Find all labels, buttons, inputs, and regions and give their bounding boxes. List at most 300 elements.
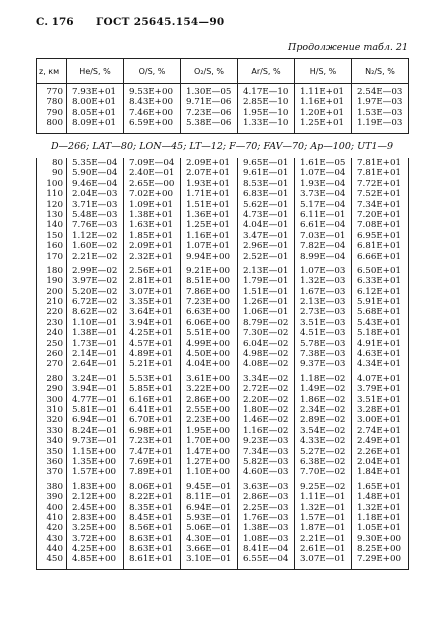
table-row-block xyxy=(37,158,409,266)
ratio-value: 2.72E—02 xyxy=(243,384,289,395)
table-row-block xyxy=(37,87,409,133)
ratio-value: 5.51E+00 xyxy=(186,328,231,339)
altitude-value: 130 xyxy=(46,209,63,220)
composition-table xyxy=(36,58,409,134)
altitude-value: 350 xyxy=(46,446,63,457)
altitude-value: 240 xyxy=(46,328,63,339)
ratio-value: 1.63E+01 xyxy=(129,220,174,231)
column-header: z, км xyxy=(37,59,67,84)
altitude-value: 380 xyxy=(46,481,63,492)
ratio-value: 8.51E+00 xyxy=(186,276,231,287)
ratio-value: 3.73E—04 xyxy=(300,189,346,200)
ratio-value: 2.64E—01 xyxy=(72,359,118,370)
ratio-value: 7.76E—03 xyxy=(72,220,118,231)
ratio-value: 1.38E—01 xyxy=(72,328,118,339)
altitude-column-cell xyxy=(37,266,67,374)
ratio-value: 3.71E—03 xyxy=(72,199,118,210)
ratio-value: 2.14E—01 xyxy=(72,349,118,360)
ratio-value: 2.54E—03 xyxy=(357,87,403,97)
ratio-value: 2.23E+00 xyxy=(186,415,231,426)
ratio-value: 2.40E—01 xyxy=(129,168,175,179)
ratio-value: 1.07E—03 xyxy=(300,265,346,276)
ratio-value: 3.00E+01 xyxy=(357,415,402,426)
table-row-block xyxy=(37,482,409,570)
ratio-value: 2.81E+01 xyxy=(129,276,174,287)
altitude-value: 90 xyxy=(51,168,63,179)
ratio-value: 8.53E—01 xyxy=(243,178,289,189)
ratio-value: 9.94E+00 xyxy=(186,251,231,262)
ratio-value: 1.09E+01 xyxy=(129,199,174,210)
ratio-value: 7.23E+00 xyxy=(186,297,231,308)
ratio-value: 3.51E—03 xyxy=(300,317,346,328)
table-header-row xyxy=(37,59,409,84)
ratio-value: 6.66E+01 xyxy=(357,251,402,262)
ratio-value: 3.25E+00 xyxy=(72,523,117,534)
altitude-value: 210 xyxy=(46,297,63,308)
ratio-value: 4.98E—02 xyxy=(243,349,289,360)
altitude-value: 430 xyxy=(46,533,63,544)
altitude-value: 260 xyxy=(46,349,63,360)
ratio-value: 2.25E—03 xyxy=(243,502,289,513)
ratio-value: 2.20E—02 xyxy=(243,394,289,405)
ratio-value: 5.48E—03 xyxy=(72,209,118,220)
altitude-value: 320 xyxy=(46,415,63,426)
ratio-value: 1.19E—03 xyxy=(357,118,403,129)
ratio-value: 2.21E—02 xyxy=(72,251,118,262)
ratio-value: 2.61E—01 xyxy=(300,544,346,555)
ratio-column-cell xyxy=(124,266,181,374)
ratio-value: 8.05E+01 xyxy=(72,107,117,118)
ratio-value: 4.30E—01 xyxy=(186,533,232,544)
ratio-value: 1.47E+00 xyxy=(186,446,231,457)
ratio-column-cell xyxy=(352,482,409,570)
ratio-value: 1.18E—02 xyxy=(300,373,346,384)
ratio-value: 4.77E—01 xyxy=(72,394,118,405)
ratio-column-cell xyxy=(238,87,295,133)
table-body-upper xyxy=(37,84,409,134)
ratio-value: 1.16E+01 xyxy=(186,230,231,241)
ratio-value: 1.95E—10 xyxy=(243,107,289,118)
ratio-value: 1.38E+01 xyxy=(129,209,174,220)
altitude-value: 230 xyxy=(46,317,63,328)
ratio-value: 4.73E—01 xyxy=(243,209,289,220)
ratio-column-cell xyxy=(67,482,124,570)
ratio-value: 5.18E+01 xyxy=(357,328,402,339)
ratio-value: 4.89E+01 xyxy=(129,349,174,360)
ratio-value: 7.81E+01 xyxy=(357,168,402,179)
ratio-value: 1.48E+01 xyxy=(357,492,402,503)
ratio-value: 8.22E+01 xyxy=(129,492,174,503)
altitude-column-cell xyxy=(37,482,67,570)
page-header xyxy=(36,16,408,30)
ratio-column-cell xyxy=(295,482,352,570)
altitude-value: 790 xyxy=(46,107,63,118)
ratio-value: 2.89E—02 xyxy=(300,415,346,426)
ratio-value: 1.16E+01 xyxy=(300,97,345,108)
ratio-value: 1.51E+01 xyxy=(186,199,231,210)
altitude-value: 120 xyxy=(46,199,63,210)
ratio-column-cell xyxy=(67,374,124,482)
ratio-value: 2.04E—03 xyxy=(72,189,118,200)
ratio-value: 9.37E—03 xyxy=(300,359,346,370)
ratio-value: 3.79E+01 xyxy=(357,384,402,395)
altitude-value: 420 xyxy=(46,523,63,534)
ratio-value: 1.15E+00 xyxy=(72,446,117,457)
ratio-value: 3.66E—01 xyxy=(186,544,232,555)
ratio-value: 2.45E+00 xyxy=(72,502,117,513)
altitude-value: 290 xyxy=(46,384,63,395)
ratio-value: 3.47E—01 xyxy=(243,230,289,241)
ratio-value: 5.20E—02 xyxy=(72,286,118,297)
ratio-value: 4.04E+00 xyxy=(186,359,231,370)
ratio-value: 1.60E—02 xyxy=(72,241,118,252)
ratio-value: 7.93E+01 xyxy=(72,87,117,97)
ratio-value: 1.65E+01 xyxy=(357,481,402,492)
ratio-value: 4.85E+00 xyxy=(72,554,117,565)
ratio-value: 1.71E+01 xyxy=(186,189,231,200)
ratio-value: 6.11E—01 xyxy=(300,209,346,220)
ratio-value: 2.34E—02 xyxy=(300,404,346,415)
altitude-value: 150 xyxy=(46,230,63,241)
ratio-value: 6.72E—02 xyxy=(72,297,118,308)
ratio-value: 5.17E—04 xyxy=(300,199,346,210)
altitude-value: 280 xyxy=(46,373,63,384)
ratio-value: 1.20E+01 xyxy=(300,107,345,118)
ratio-value: 1.87E—01 xyxy=(300,523,346,534)
ratio-value: 4.17E—10 xyxy=(243,87,289,97)
ratio-value: 8.45E+01 xyxy=(129,512,174,523)
ratio-value: 1.73E—01 xyxy=(72,338,118,349)
ratio-value: 4.50E+00 xyxy=(186,349,231,360)
altitude-value: 270 xyxy=(46,359,63,370)
altitude-value: 160 xyxy=(46,241,63,252)
ratio-value: 6.70E+01 xyxy=(129,415,174,426)
ratio-value: 9.65E—01 xyxy=(243,158,289,168)
ratio-value: 2.21E—01 xyxy=(300,533,346,544)
ratio-value: 6.95E+01 xyxy=(357,230,402,241)
ratio-value: 6.38E—02 xyxy=(300,456,346,467)
ratio-value: 1.25E+01 xyxy=(186,220,231,231)
altitude-value: 330 xyxy=(46,425,63,436)
ratio-value: 1.70E+00 xyxy=(186,436,231,447)
ratio-column-cell xyxy=(238,374,295,482)
ratio-value: 9.25E—02 xyxy=(300,481,346,492)
ratio-value: 1.08E—03 xyxy=(243,533,289,544)
ratio-value: 2.49E+01 xyxy=(357,436,402,447)
ratio-value: 5.91E+01 xyxy=(357,297,402,308)
ratio-value: 9.71E—06 xyxy=(186,97,232,108)
ratio-value: 1.67E—03 xyxy=(300,286,346,297)
ratio-value: 5.90E—04 xyxy=(72,168,118,179)
ratio-value: 5.53E+01 xyxy=(129,373,174,384)
ratio-value: 2.83E+00 xyxy=(72,512,117,523)
ratio-value: 2.07E+01 xyxy=(186,168,231,179)
ratio-value: 7.38E—03 xyxy=(300,349,346,360)
ratio-column-cell xyxy=(124,482,181,570)
ratio-value: 7.08E+01 xyxy=(357,220,402,231)
ratio-value: 7.20E+01 xyxy=(357,209,402,220)
ratio-value: 7.72E+01 xyxy=(357,178,402,189)
ratio-value: 2.32E+01 xyxy=(129,251,174,262)
altitude-value: 250 xyxy=(46,338,63,349)
column-header: H/S, % xyxy=(295,59,352,84)
ratio-value: 1.32E—01 xyxy=(300,502,346,513)
ratio-value: 7.09E—04 xyxy=(129,158,175,168)
ratio-value: 8.99E—04 xyxy=(300,251,346,262)
altitude-value: 110 xyxy=(46,189,63,200)
ratio-value: 4.07E+01 xyxy=(357,373,402,384)
ratio-value: 7.34E—03 xyxy=(243,446,289,457)
ratio-value: 9.21E+00 xyxy=(186,265,231,276)
ratio-value: 9.73E—01 xyxy=(72,436,118,447)
ratio-value: 3.07E—01 xyxy=(300,554,346,565)
ratio-value: 2.85E—10 xyxy=(243,97,289,108)
ratio-value: 6.83E—01 xyxy=(243,189,289,200)
ratio-value: 4.25E+01 xyxy=(129,328,174,339)
ratio-value: 8.43E+00 xyxy=(129,97,174,108)
ratio-value: 4.33E—02 xyxy=(300,436,346,447)
ratio-value: 6.55E—04 xyxy=(243,554,289,565)
ratio-value: 5.06E—01 xyxy=(186,523,232,534)
ratio-column-cell xyxy=(181,158,238,266)
ratio-value: 9.30E+00 xyxy=(357,533,402,544)
ratio-column-cell xyxy=(352,266,409,374)
altitude-value: 170 xyxy=(46,251,63,262)
ratio-value: 6.61E—04 xyxy=(300,220,346,231)
ratio-value: 1.38E—03 xyxy=(243,523,289,534)
continuation-caption: Продолжение табл. 21 xyxy=(288,42,408,53)
ratio-value: 9.61E—01 xyxy=(243,168,289,179)
ratio-value: 1.95E+00 xyxy=(186,425,231,436)
ratio-value: 1.53E—03 xyxy=(357,107,403,118)
ratio-value: 5.85E+01 xyxy=(129,384,174,395)
ratio-value: 6.12E+01 xyxy=(357,286,402,297)
ratio-column-cell xyxy=(238,158,295,266)
ratio-value: 1.32E—03 xyxy=(300,276,346,287)
ratio-value: 3.72E+00 xyxy=(72,533,117,544)
ratio-value: 1.61E—05 xyxy=(300,158,346,168)
altitude-value: 340 xyxy=(46,436,63,447)
ratio-value: 1.93E—04 xyxy=(300,178,346,189)
column-header: N₂/S, % xyxy=(352,59,409,84)
ratio-value: 2.04E+01 xyxy=(357,456,402,467)
ratio-value: 3.64E+01 xyxy=(129,307,174,318)
ratio-value: 8.00E+01 xyxy=(72,97,117,108)
ratio-column-cell xyxy=(181,482,238,570)
altitude-column-cell xyxy=(37,374,67,482)
ratio-value: 1.11E+01 xyxy=(300,87,345,97)
ratio-value: 2.99E—02 xyxy=(72,265,118,276)
altitude-value: 800 xyxy=(46,118,63,129)
altitude-value: 370 xyxy=(46,467,63,478)
ratio-value: 1.51E—01 xyxy=(243,286,289,297)
ratio-value: 8.06E+01 xyxy=(129,481,174,492)
ratio-column-cell xyxy=(295,374,352,482)
altitude-column-cell xyxy=(37,87,67,133)
ratio-value: 5.27E—02 xyxy=(300,446,346,457)
ratio-value: 7.70E—02 xyxy=(300,467,346,478)
ratio-value: 8.09E+01 xyxy=(72,118,117,129)
ratio-value: 3.28E+01 xyxy=(357,404,402,415)
ratio-column-cell xyxy=(67,87,124,133)
ratio-value: 7.47E+01 xyxy=(129,446,174,457)
ratio-value: 4.63E+01 xyxy=(357,349,402,360)
ratio-value: 6.94E—01 xyxy=(186,502,232,513)
ratio-value: 8.11E—01 xyxy=(186,492,232,503)
ratio-value: 6.06E+00 xyxy=(186,317,231,328)
ratio-value: 5.38E—06 xyxy=(186,118,232,129)
altitude-value: 180 xyxy=(46,265,63,276)
ratio-value: 4.34E+01 xyxy=(357,359,402,370)
ratio-value: 8.56E+01 xyxy=(129,523,174,534)
ratio-value: 1.57E—01 xyxy=(300,512,346,523)
ratio-value: 2.73E—03 xyxy=(300,307,346,318)
ratio-value: 2.09E+01 xyxy=(186,158,231,168)
altitude-value: 770 xyxy=(46,87,63,97)
ratio-value: 2.26E+01 xyxy=(357,446,402,457)
ratio-column-cell xyxy=(67,266,124,374)
ratio-value: 7.23E+01 xyxy=(129,436,174,447)
ratio-value: 1.10E+00 xyxy=(186,467,231,478)
ratio-value: 4.51E—03 xyxy=(300,328,346,339)
ratio-value: 1.26E—01 xyxy=(243,297,289,308)
ratio-value: 6.94E—01 xyxy=(72,415,118,426)
ratio-column-cell xyxy=(238,482,295,570)
ratio-value: 1.12E—02 xyxy=(72,230,118,241)
ratio-value: 5.81E—01 xyxy=(72,404,118,415)
ratio-value: 1.11E—01 xyxy=(300,492,346,503)
ratio-value: 3.97E—02 xyxy=(72,276,118,287)
ratio-value: 1.97E—03 xyxy=(357,97,403,108)
ratio-value: 1.80E—02 xyxy=(243,404,289,415)
ratio-value: 9.53E+00 xyxy=(129,87,174,97)
ratio-value: 8.24E—01 xyxy=(72,425,118,436)
ratio-column-cell xyxy=(181,87,238,133)
ratio-value: 6.81E+01 xyxy=(357,241,402,252)
ratio-value: 6.04E—02 xyxy=(243,338,289,349)
ratio-value: 3.24E—01 xyxy=(72,373,118,384)
column-header: He/S, % xyxy=(67,59,124,84)
altitude-value: 200 xyxy=(46,286,63,297)
ratio-value: 5.68E+01 xyxy=(357,307,402,318)
table-row-block xyxy=(37,374,409,482)
ratio-value: 8.25E+00 xyxy=(357,544,402,555)
ratio-value: 4.99E+00 xyxy=(186,338,231,349)
ratio-value: 9.23E—03 xyxy=(243,436,289,447)
ratio-value: 6.59E+00 xyxy=(129,118,174,129)
ratio-column-cell xyxy=(124,158,181,266)
ratio-value: 3.63E—03 xyxy=(243,481,289,492)
ratio-value: 7.69E+01 xyxy=(129,456,174,467)
ratio-value: 1.32E+01 xyxy=(357,502,402,513)
altitude-value: 140 xyxy=(46,220,63,231)
altitude-value: 100 xyxy=(46,178,63,189)
ratio-value: 2.52E—01 xyxy=(243,251,289,262)
ratio-value: 1.30E—05 xyxy=(186,87,232,97)
column-header: O₂/S, % xyxy=(181,59,238,84)
ratio-value: 2.13E—03 xyxy=(300,297,346,308)
ratio-value: 5.43E+01 xyxy=(357,317,402,328)
ratio-value: 7.82E—04 xyxy=(300,241,346,252)
ratio-value: 4.08E—02 xyxy=(243,359,289,370)
ratio-value: 5.78E—03 xyxy=(300,338,346,349)
altitude-value: 190 xyxy=(46,276,63,287)
ratio-value: 7.52E+01 xyxy=(357,189,402,200)
ratio-value: 1.46E—02 xyxy=(243,415,289,426)
ratio-value: 3.07E+01 xyxy=(129,286,174,297)
ratio-column-cell xyxy=(295,158,352,266)
ratio-value: 3.94E+01 xyxy=(129,317,174,328)
ratio-value: 8.79E—02 xyxy=(243,317,289,328)
altitude-value: 360 xyxy=(46,456,63,467)
ratio-value: 7.29E+00 xyxy=(357,554,402,565)
ratio-value: 7.30E—02 xyxy=(243,328,289,339)
ratio-column-cell xyxy=(352,374,409,482)
ratio-value: 2.13E—01 xyxy=(243,265,289,276)
ratio-column-cell xyxy=(295,266,352,374)
ratio-value: 3.51E+01 xyxy=(357,394,402,405)
ratio-value: 1.83E+00 xyxy=(72,481,117,492)
ratio-value: 4.04E—01 xyxy=(243,220,289,231)
altitude-value: 410 xyxy=(46,512,63,523)
ratio-value: 4.25E+00 xyxy=(72,544,117,555)
ratio-value: 8.35E+01 xyxy=(129,502,174,513)
ratio-value: 8.63E+01 xyxy=(129,533,174,544)
altitude-value: 440 xyxy=(46,544,63,555)
ratio-value: 1.07E—04 xyxy=(300,168,346,179)
altitude-value: 220 xyxy=(46,307,63,318)
ratio-value: 9.45E—01 xyxy=(186,481,232,492)
ratio-value: 6.41E+01 xyxy=(129,404,174,415)
altitude-value: 300 xyxy=(46,394,63,405)
ratio-value: 3.34E—02 xyxy=(243,373,289,384)
ratio-value: 5.35E—04 xyxy=(72,158,118,168)
ratio-value: 7.86E+00 xyxy=(186,286,231,297)
ratio-value: 3.94E—01 xyxy=(72,384,118,395)
ratio-value: 1.86E—02 xyxy=(300,394,346,405)
ratio-value: 3.35E+01 xyxy=(129,297,174,308)
ratio-column-cell xyxy=(124,374,181,482)
ratio-column-cell xyxy=(352,158,409,266)
ratio-value: 1.33E—10 xyxy=(243,118,289,129)
ratio-value: 7.02E+00 xyxy=(129,189,174,200)
ratio-value: 1.84E+01 xyxy=(357,467,402,478)
ratio-value: 5.82E—03 xyxy=(243,456,289,467)
ratio-column-cell xyxy=(295,87,352,133)
ratio-value: 2.96E—01 xyxy=(243,241,289,252)
ratio-value: 2.74E+01 xyxy=(357,425,402,436)
ratio-value: 7.89E+01 xyxy=(129,467,174,478)
ratio-value: 8.62E—02 xyxy=(72,307,118,318)
ratio-value: 1.35E+00 xyxy=(72,456,117,467)
table-body-lower xyxy=(37,158,409,569)
ratio-value: 1.05E+01 xyxy=(357,523,402,534)
ratio-value: 1.85E+01 xyxy=(129,230,174,241)
ratio-column-cell xyxy=(352,87,409,133)
ratio-value: 4.91E+01 xyxy=(357,338,402,349)
ratio-value: 1.10E—01 xyxy=(72,317,118,328)
ratio-value: 2.55E+00 xyxy=(186,404,231,415)
altitude-value: 310 xyxy=(46,404,63,415)
altitude-value: 390 xyxy=(46,492,63,503)
ratio-value: 1.49E—02 xyxy=(300,384,346,395)
ratio-value: 7.23E—06 xyxy=(186,107,232,118)
ratio-value: 2.09E+01 xyxy=(129,241,174,252)
composition-table-lower xyxy=(36,158,409,570)
table-row-block xyxy=(37,266,409,374)
ratio-value: 7.81E+01 xyxy=(357,158,402,168)
ratio-value: 3.10E—01 xyxy=(186,554,232,565)
